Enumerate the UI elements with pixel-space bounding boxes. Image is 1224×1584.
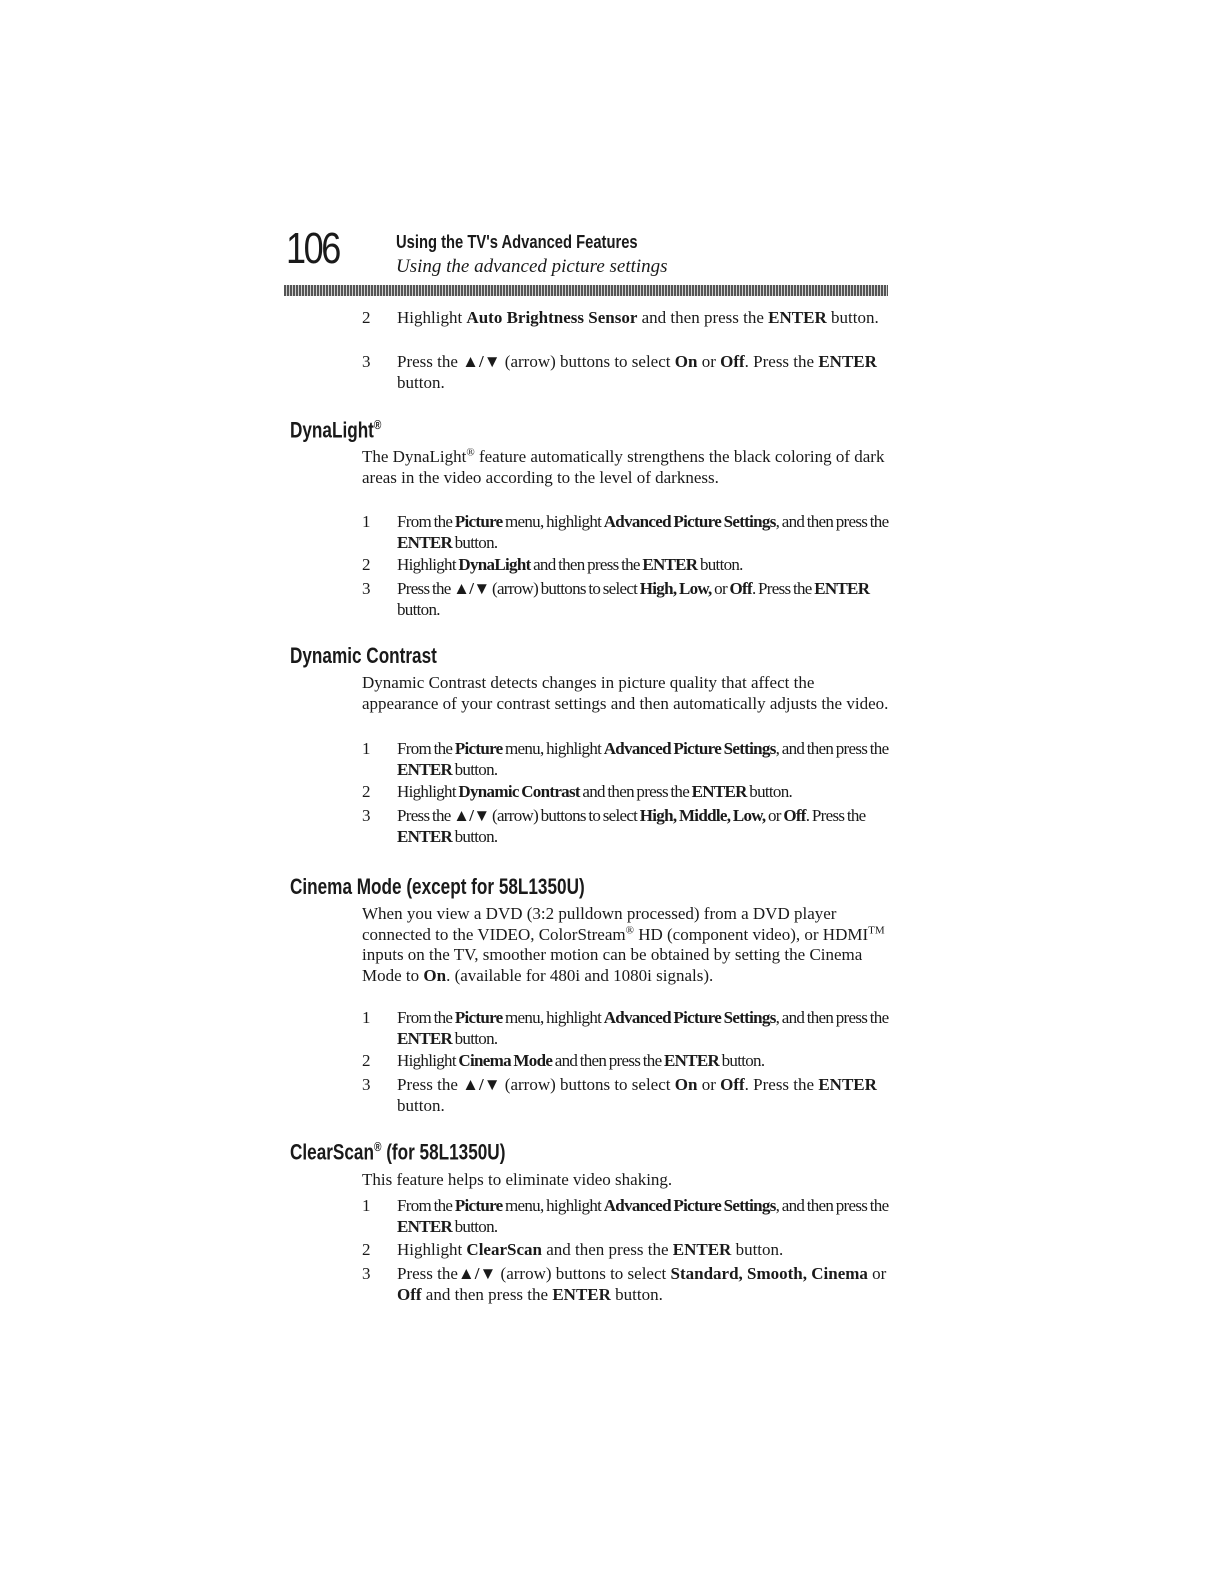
heading-dynalight: DynaLight® (290, 417, 382, 443)
section-subtitle: Using the advanced picture settings (396, 256, 668, 277)
list-item: 1 From the Picture menu, highlight Advanced Picture Settings, and then press the ENTER button. (362, 1008, 889, 1048)
dynamic-contrast-description: Dynamic Contrast detects changes in picture quality that affect the appearance of your contrast settings and then automatically adjusts the video. (362, 673, 889, 713)
list-item: 1 From the Picture menu, highlight Advanced Picture Settings, and then press the ENTER button. (362, 512, 889, 552)
section-title: Using the TV's Advanced Features (396, 232, 638, 252)
list-item: 3 Press the ▲/▼ (arrow) buttons to select On or Off. Press the ENTER button. (362, 352, 877, 392)
dynalight-description: The DynaLight® feature automatically strengthens the black coloring of dark areas in the video according to the level of darkness. (362, 446, 885, 487)
list-item: 3 Press the ▲/▼ (arrow) buttons to select High, Low, or Off. Press the ENTER button. (362, 579, 870, 619)
list-item: 3 Press the ▲/▼ (arrow) buttons to select High, Middle, Low, or Off. Press the ENTER button. (362, 806, 866, 846)
list-item: 3 Press the ▲/▼ (arrow) buttons to select On or Off. Press the ENTER button. (362, 1075, 877, 1115)
list-item: 3 Press the▲/▼ (arrow) buttons to select Standard, Smooth, Cinema or Off and then press the ENTER button. (362, 1264, 887, 1304)
cinema-mode-description: When you view a DVD (3:2 pulldown processed) from a DVD player connected to the VIDEO, ColorStream® HD (component video), or HDMI™ inputs on the TV, smoother motion can be obtained by setting the Cinema Mode to On. (available for 480i and 1080i signals). (362, 904, 885, 985)
header-rule (284, 285, 888, 296)
clearscan-description: This feature helps to eliminate video shaking. (362, 1170, 673, 1189)
heading-clearscan: ClearScan® (for 58L1350U) (290, 1139, 506, 1165)
list-item: 1 From the Picture menu, highlight Advanced Picture Settings, and then press the ENTER button. (362, 1196, 889, 1236)
heading-cinema-mode: Cinema Mode (except for 58L1350U) (290, 874, 585, 899)
list-item: 2 Highlight Dynamic Contrast and then press the ENTER button. (362, 782, 793, 801)
heading-dynamic-contrast: Dynamic Contrast (290, 643, 437, 668)
list-item: 2 Highlight DynaLight and then press the ENTER button. (362, 555, 743, 574)
list-item: 1 From the Picture menu, highlight Advanced Picture Settings, and then press the ENTER button. (362, 739, 889, 779)
list-item: 2 Highlight Cinema Mode and then press the ENTER button. (362, 1051, 765, 1070)
list-item: 2 Highlight ClearScan and then press the ENTER button. (362, 1240, 784, 1259)
list-item: 2 Highlight Auto Brightness Sensor and then press the ENTER button. (362, 308, 879, 327)
page-number: 106 (286, 224, 339, 273)
